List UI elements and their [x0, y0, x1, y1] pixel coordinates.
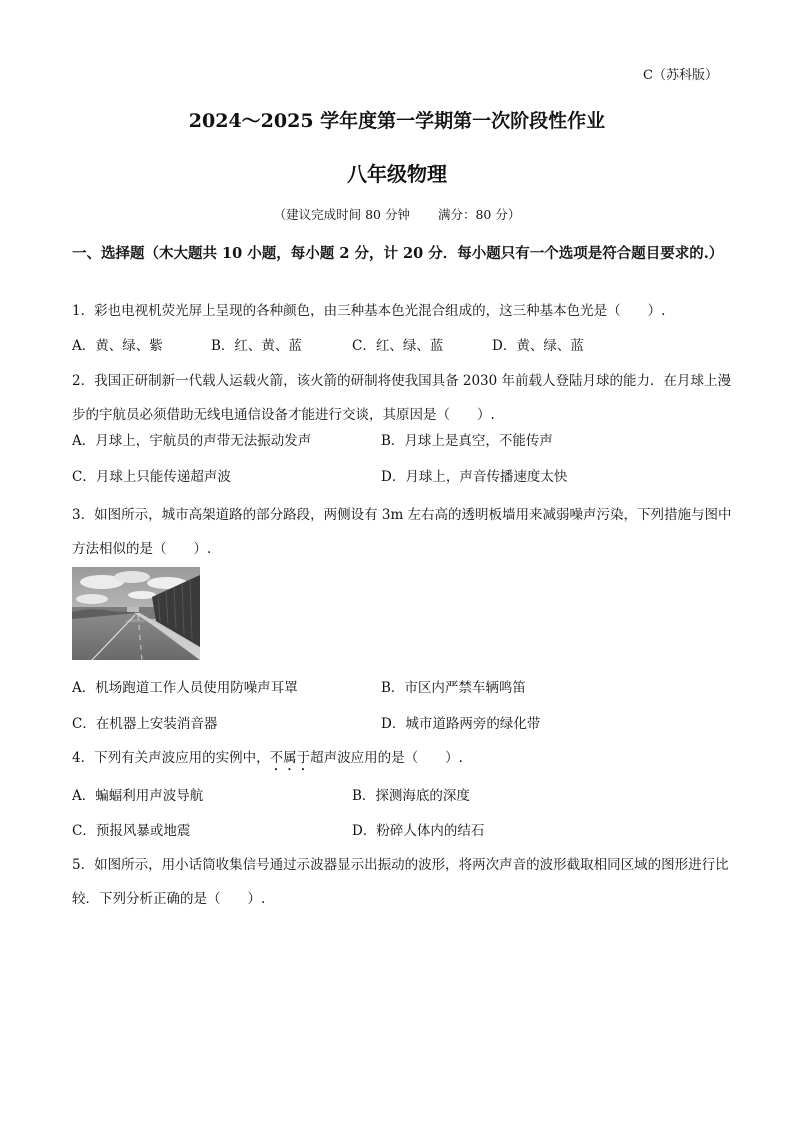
question-1-stem: 1．彩也电视机荧光屏上呈现的各种颜色，由三种基本色光混合组成的，这三种基本色光是（ ）. — [72, 303, 666, 319]
question-3-options-row2 — [72, 714, 732, 734]
subject-title: 八年级物理 — [347, 162, 447, 186]
option-c: C．在机器上安装消音器 — [72, 716, 218, 732]
question-2-stem: 2．我国正研制新一代载人运载火箭，该火箭的研制将使我国具备 2030 年前载人登陆月球的能力．在月球上漫步的宇航员必须借助无线电通信设备才能进行交谈，其原因是（ ）. — [72, 373, 732, 423]
option-d: D．粉碎人体内的结石 — [352, 823, 485, 839]
question-1-options — [72, 336, 732, 356]
edition-label: C（苏科版） — [643, 68, 718, 83]
question-4-stem-emphasis: 不属于 — [269, 750, 311, 766]
question-2-options-row2 — [72, 467, 732, 487]
option-d: D．城市道路两旁的绿化带 — [381, 716, 541, 732]
question-4-stem-post: 超声波应用的是（ ）. — [310, 750, 463, 766]
option-a: A．机场跑道工作人员使用防噪声耳罩 — [72, 680, 298, 696]
question-4-stem-pre: 4．下列有关声波应用的实例中， — [72, 750, 270, 766]
question-4-options-row2 — [72, 821, 732, 841]
exam-info — [0, 205, 794, 223]
question-3-options-row1 — [72, 678, 732, 698]
question-4-options-row1 — [72, 786, 732, 806]
option-c: C．月球上只能传递超声波 — [72, 469, 231, 485]
section-title: 一、选择题（木大题共 10 小题，每小题 2 分，计 20 分．每小题只有一个选项是符合题目要求的.） — [72, 245, 724, 262]
option-b: B．市区内严禁车辆鸣笛 — [381, 680, 526, 696]
time-info: （建议完成时间 80 分钟 — [273, 207, 410, 222]
question-4-stem — [72, 741, 732, 775]
exam-title: 2024～2025 学年度第一学期第一次阶段性作业 — [188, 110, 606, 132]
option-d: D．黄、绿、蓝 — [492, 338, 584, 354]
option-a: A．蝙蝠利用声波导航 — [72, 788, 204, 804]
option-b: B．红、黄、蓝 — [211, 338, 302, 354]
option-c: C．预报风暴或地震 — [72, 823, 191, 839]
question-5-stem: 5．如图所示，用小话筒收集信号通过示波器显示出振动的波形，将两次声音的波形截取相同区域的图形进行比较．下列分析正确的是（ ）. — [72, 857, 729, 907]
option-b: B．月球上是真空，不能传声 — [381, 433, 553, 449]
question-2-options-row1 — [72, 431, 732, 451]
option-d: D．月球上，声音传播速度太快 — [381, 469, 568, 485]
option-a: A．月球上，宇航员的声带无法振动发声 — [72, 433, 312, 449]
option-a: A．黄、绿、紫 — [72, 338, 163, 354]
highway-noise-barrier-photo — [72, 567, 200, 660]
score-info: 满分：80 分） — [437, 207, 521, 222]
option-c: C．红、绿、蓝 — [352, 338, 444, 354]
question-3-stem: 3．如图所示，城市高架道路的部分路段，两侧设有 3m 左右高的透明板墙用来减弱噪声污染，下列措施与图中方法相似的是（ ）. — [72, 507, 732, 557]
option-b: B．探测海底的深度 — [352, 788, 470, 804]
